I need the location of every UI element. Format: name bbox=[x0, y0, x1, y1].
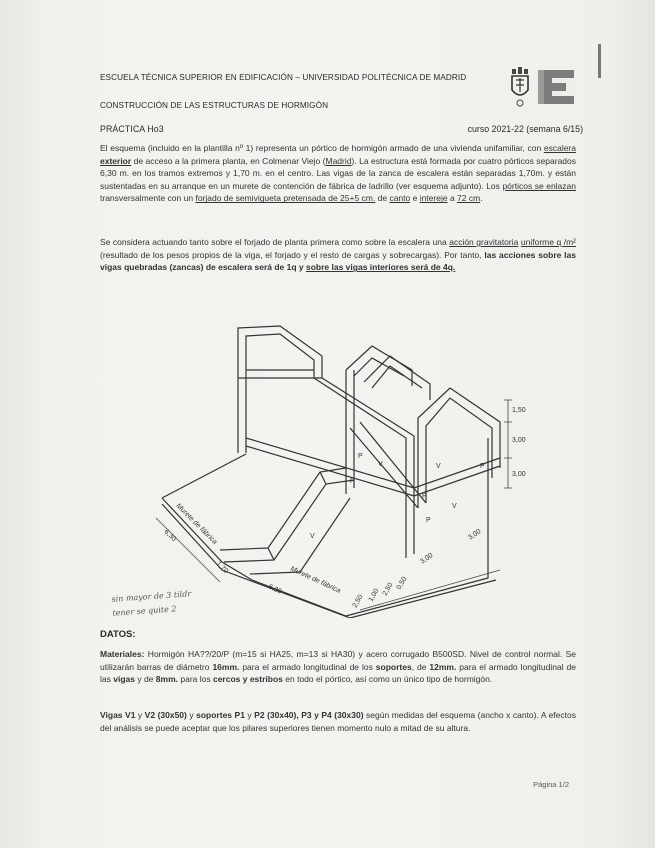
data-heading: DATOS: bbox=[100, 629, 136, 640]
structure-diagram bbox=[150, 318, 530, 618]
statement-paragraph: El esquema (incluido en la plantilla nº 1) representa un pórtico de hormigón armado de una vivienda unifamiliar, con escalera exterior de acceso a la primera planta, en Colmenar Viejo (Madrid). La estructura está formada por cuatro pórticos separados 6,30 m. en los tramos extremos y 1,70 m. en el centro. Las vigas de la zanca de escalera están separadas 1,70m. y están sustentadas en su arranque en un murete de contención de fábrica de ladrillo (ver esquema adjunto). Los pórticos se enlazan transversalmente con un forjado de semivigueta pretensada de 25+5 cm. de canto e intereje a 72 cm. bbox=[100, 143, 576, 204]
loads-paragraph: Se considera actuando tanto sobre el forjado de planta primera como sobre la escalera una acción gravitatoria uniforme q /m² (resultado de los pesos propios de la viga, el forjado y el resto de cargas y sobrecargas). Por tanto, las acciones sobre las vigas quebradas (zancas) de escalera será de 1q y sobre las vigas interiores será de 4q. bbox=[100, 237, 577, 273]
crest-icon bbox=[512, 67, 528, 106]
e-logo-icon bbox=[538, 70, 574, 108]
department-name: CONSTRUCCIÓN DE LAS ESTRUCTURAS DE HORMIGÓN bbox=[100, 101, 329, 110]
dim-d-3: 6,30 bbox=[267, 583, 283, 596]
dim-b-2: 1,00 bbox=[367, 587, 381, 603]
label-p5: P bbox=[426, 517, 431, 524]
sections-paragraph: Vigas V1 y V2 (30x50) y soportes P1 y P2 (30x40), P3 y P4 (30x30) según medidas del esquema (ancho x canto). A efectos del análisis se puede aceptar que los pilares superiores tienen momento nulo a mitad de su altura. bbox=[100, 710, 576, 733]
wall-label-left: Murete de fábrica bbox=[174, 502, 219, 546]
scan-edge bbox=[598, 44, 601, 78]
label-p2: P bbox=[422, 493, 427, 500]
wall-label-front: Murete de fábrica bbox=[289, 565, 342, 595]
dim-v-1: 1,50 bbox=[512, 407, 526, 414]
label-p4: P bbox=[350, 478, 355, 485]
dim-d-2: 1,70 bbox=[214, 560, 230, 576]
university-logos bbox=[508, 64, 578, 108]
dimension-lines bbox=[156, 400, 512, 610]
dim-b-5: 3,00 bbox=[419, 552, 435, 566]
dim-b-6: 3,00 bbox=[467, 528, 483, 542]
label-v2: V bbox=[452, 503, 457, 510]
dim-b-1: 2,50 bbox=[351, 593, 365, 609]
course-info: curso 2021-22 (semana 6/15) bbox=[467, 124, 583, 134]
handwritten-note: sin mayor de 3 tildr tener se quite 2 bbox=[111, 589, 192, 618]
page-number: Página 1/2 bbox=[533, 780, 569, 789]
dim-b-4: 0,50 bbox=[395, 575, 409, 591]
dim-b-3: 2,50 bbox=[381, 581, 395, 597]
dim-d-1: 6,30 bbox=[162, 528, 178, 544]
label-v4: V bbox=[310, 533, 315, 540]
label-v3: V bbox=[436, 463, 441, 470]
practice-title: PRÁCTICA Ho3 bbox=[100, 124, 164, 134]
dim-v-2: 3,00 bbox=[512, 437, 526, 444]
school-name: ESCUELA TÉCNICA SUPERIOR EN EDIFICACIÓN – UNIVERSIDAD POLITÉCNICA DE MADRID bbox=[100, 73, 467, 82]
label-p1: P bbox=[480, 463, 485, 470]
dim-v-3: 3,00 bbox=[512, 471, 526, 478]
label-v1: V bbox=[378, 461, 383, 468]
materials-paragraph: Materiales: Hormigón HA??/20/P (m=15 si HA25, m=13 si HA30) y acero corrugado B500SD. Nivel de control normal. Se utilizarán barras de diámetro 16mm. para el armado longitudinal de los soportes, de 12mm. para el armado longitudinal de las vigas y de 8mm. para los cercos y estribos en todo el pórtico, así como un único tipo de hormigón. bbox=[100, 649, 577, 685]
label-p3: P bbox=[358, 453, 363, 460]
